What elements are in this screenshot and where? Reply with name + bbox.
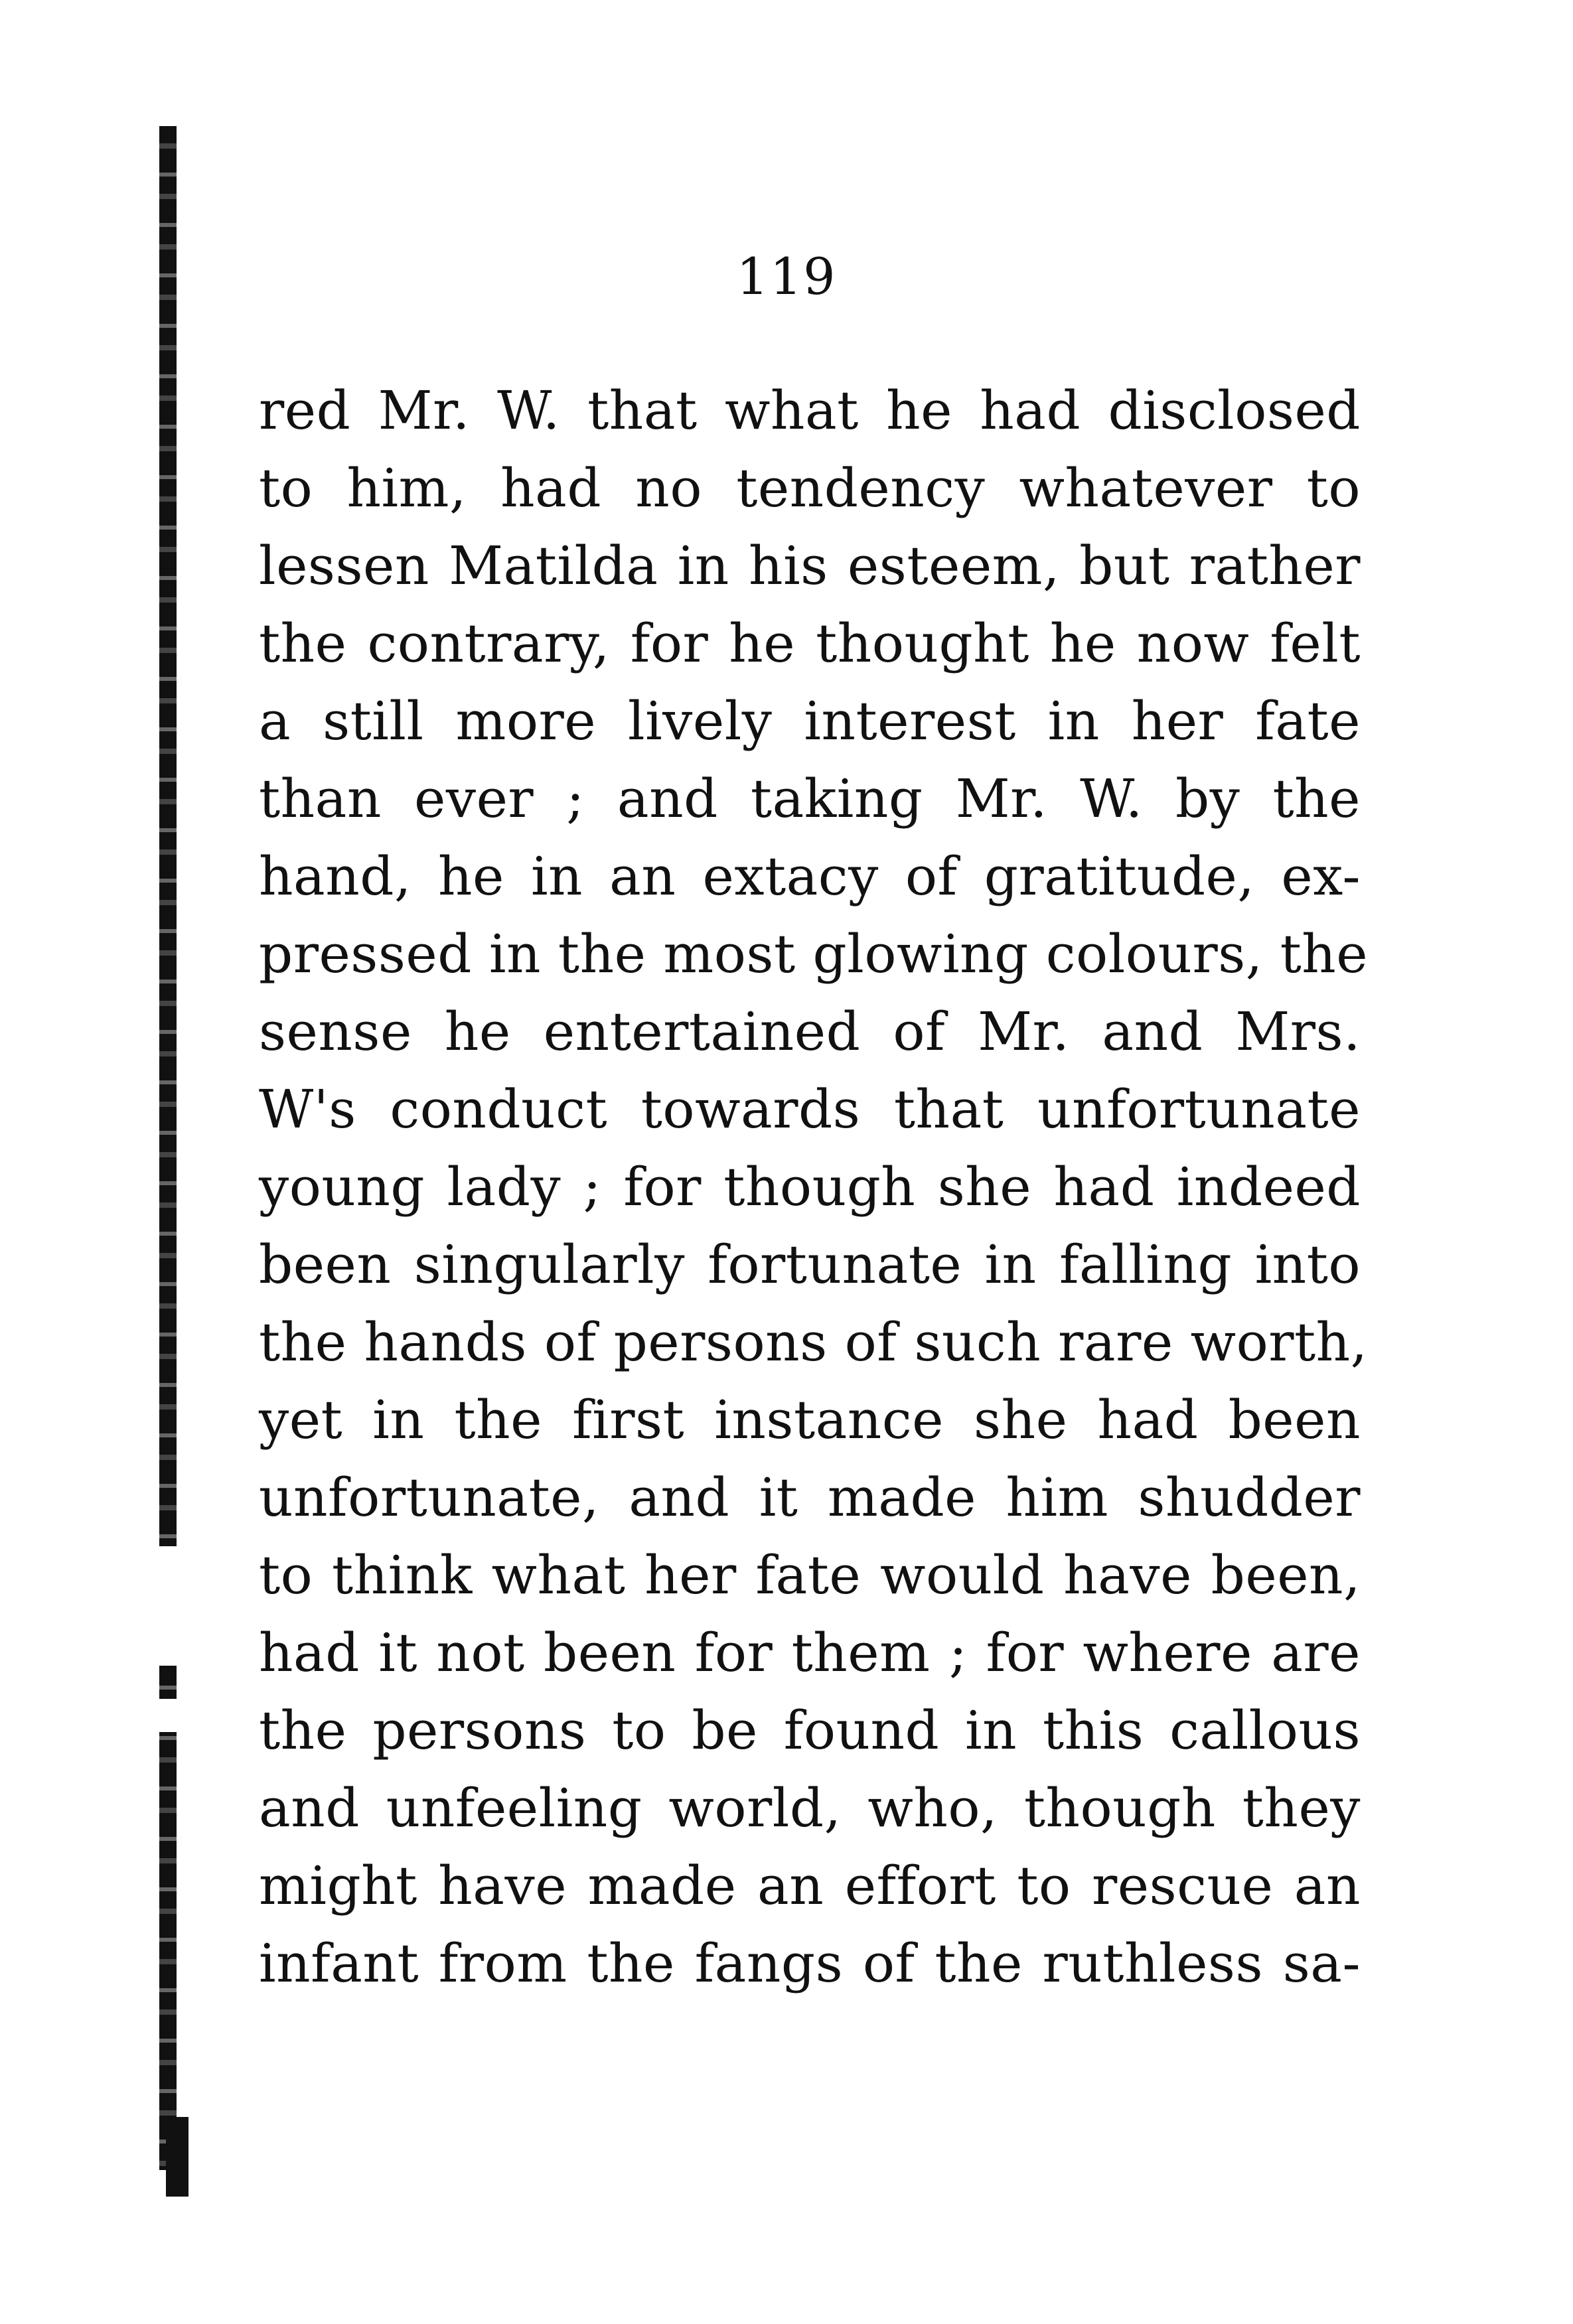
text-line: had it not been for them ; for where are xyxy=(259,1622,1361,1684)
text-line: a still more lively interest in her fate xyxy=(259,690,1361,752)
text-line: to think what her fate would have been, xyxy=(259,1544,1361,1606)
text-line: the persons to be found in this callous xyxy=(259,1700,1361,1761)
binding-gap xyxy=(154,1699,183,1732)
text-line: pressed in the most glowing colours, the xyxy=(259,923,1369,985)
text-line: sense he entertained of Mr. and Mrs. xyxy=(259,1001,1361,1062)
text-line: and unfeeling world, who, though they xyxy=(259,1777,1361,1839)
binding-edge xyxy=(159,126,177,2170)
text-line: to him, had no tendency whatever to xyxy=(259,457,1361,519)
text-line: the contrary, for he thought he now felt xyxy=(259,613,1361,674)
text-line: yet in the first instance she had been xyxy=(259,1389,1361,1451)
text-line: unfortunate, and it made him shudder xyxy=(259,1467,1361,1528)
binding-edge-tail xyxy=(166,2117,188,2197)
text-line: infant from the fangs of the ruthless sa- xyxy=(259,1932,1361,1994)
text-line: lessen Matilda in his esteem, but rather xyxy=(259,535,1361,597)
text-line: young lady ; for though she had indeed xyxy=(259,1156,1361,1218)
text-line: been singularly fortunate in falling into xyxy=(259,1234,1361,1295)
page-number: 119 xyxy=(736,247,837,306)
text-line: W's conduct towards that unfortunate xyxy=(259,1078,1361,1140)
body-text xyxy=(259,372,1369,2002)
binding-gap xyxy=(154,1546,183,1666)
text-line: might have made an effort to rescue an xyxy=(259,1855,1361,1917)
text-line: than ever ; and taking Mr. W. by the xyxy=(259,768,1361,830)
text-line: the hands of persons of such rare worth, xyxy=(259,1311,1368,1373)
text-line: hand, he in an extacy of gratitude, ex- xyxy=(259,845,1361,907)
text-line: red Mr. W. that what he had disclosed xyxy=(259,380,1361,441)
